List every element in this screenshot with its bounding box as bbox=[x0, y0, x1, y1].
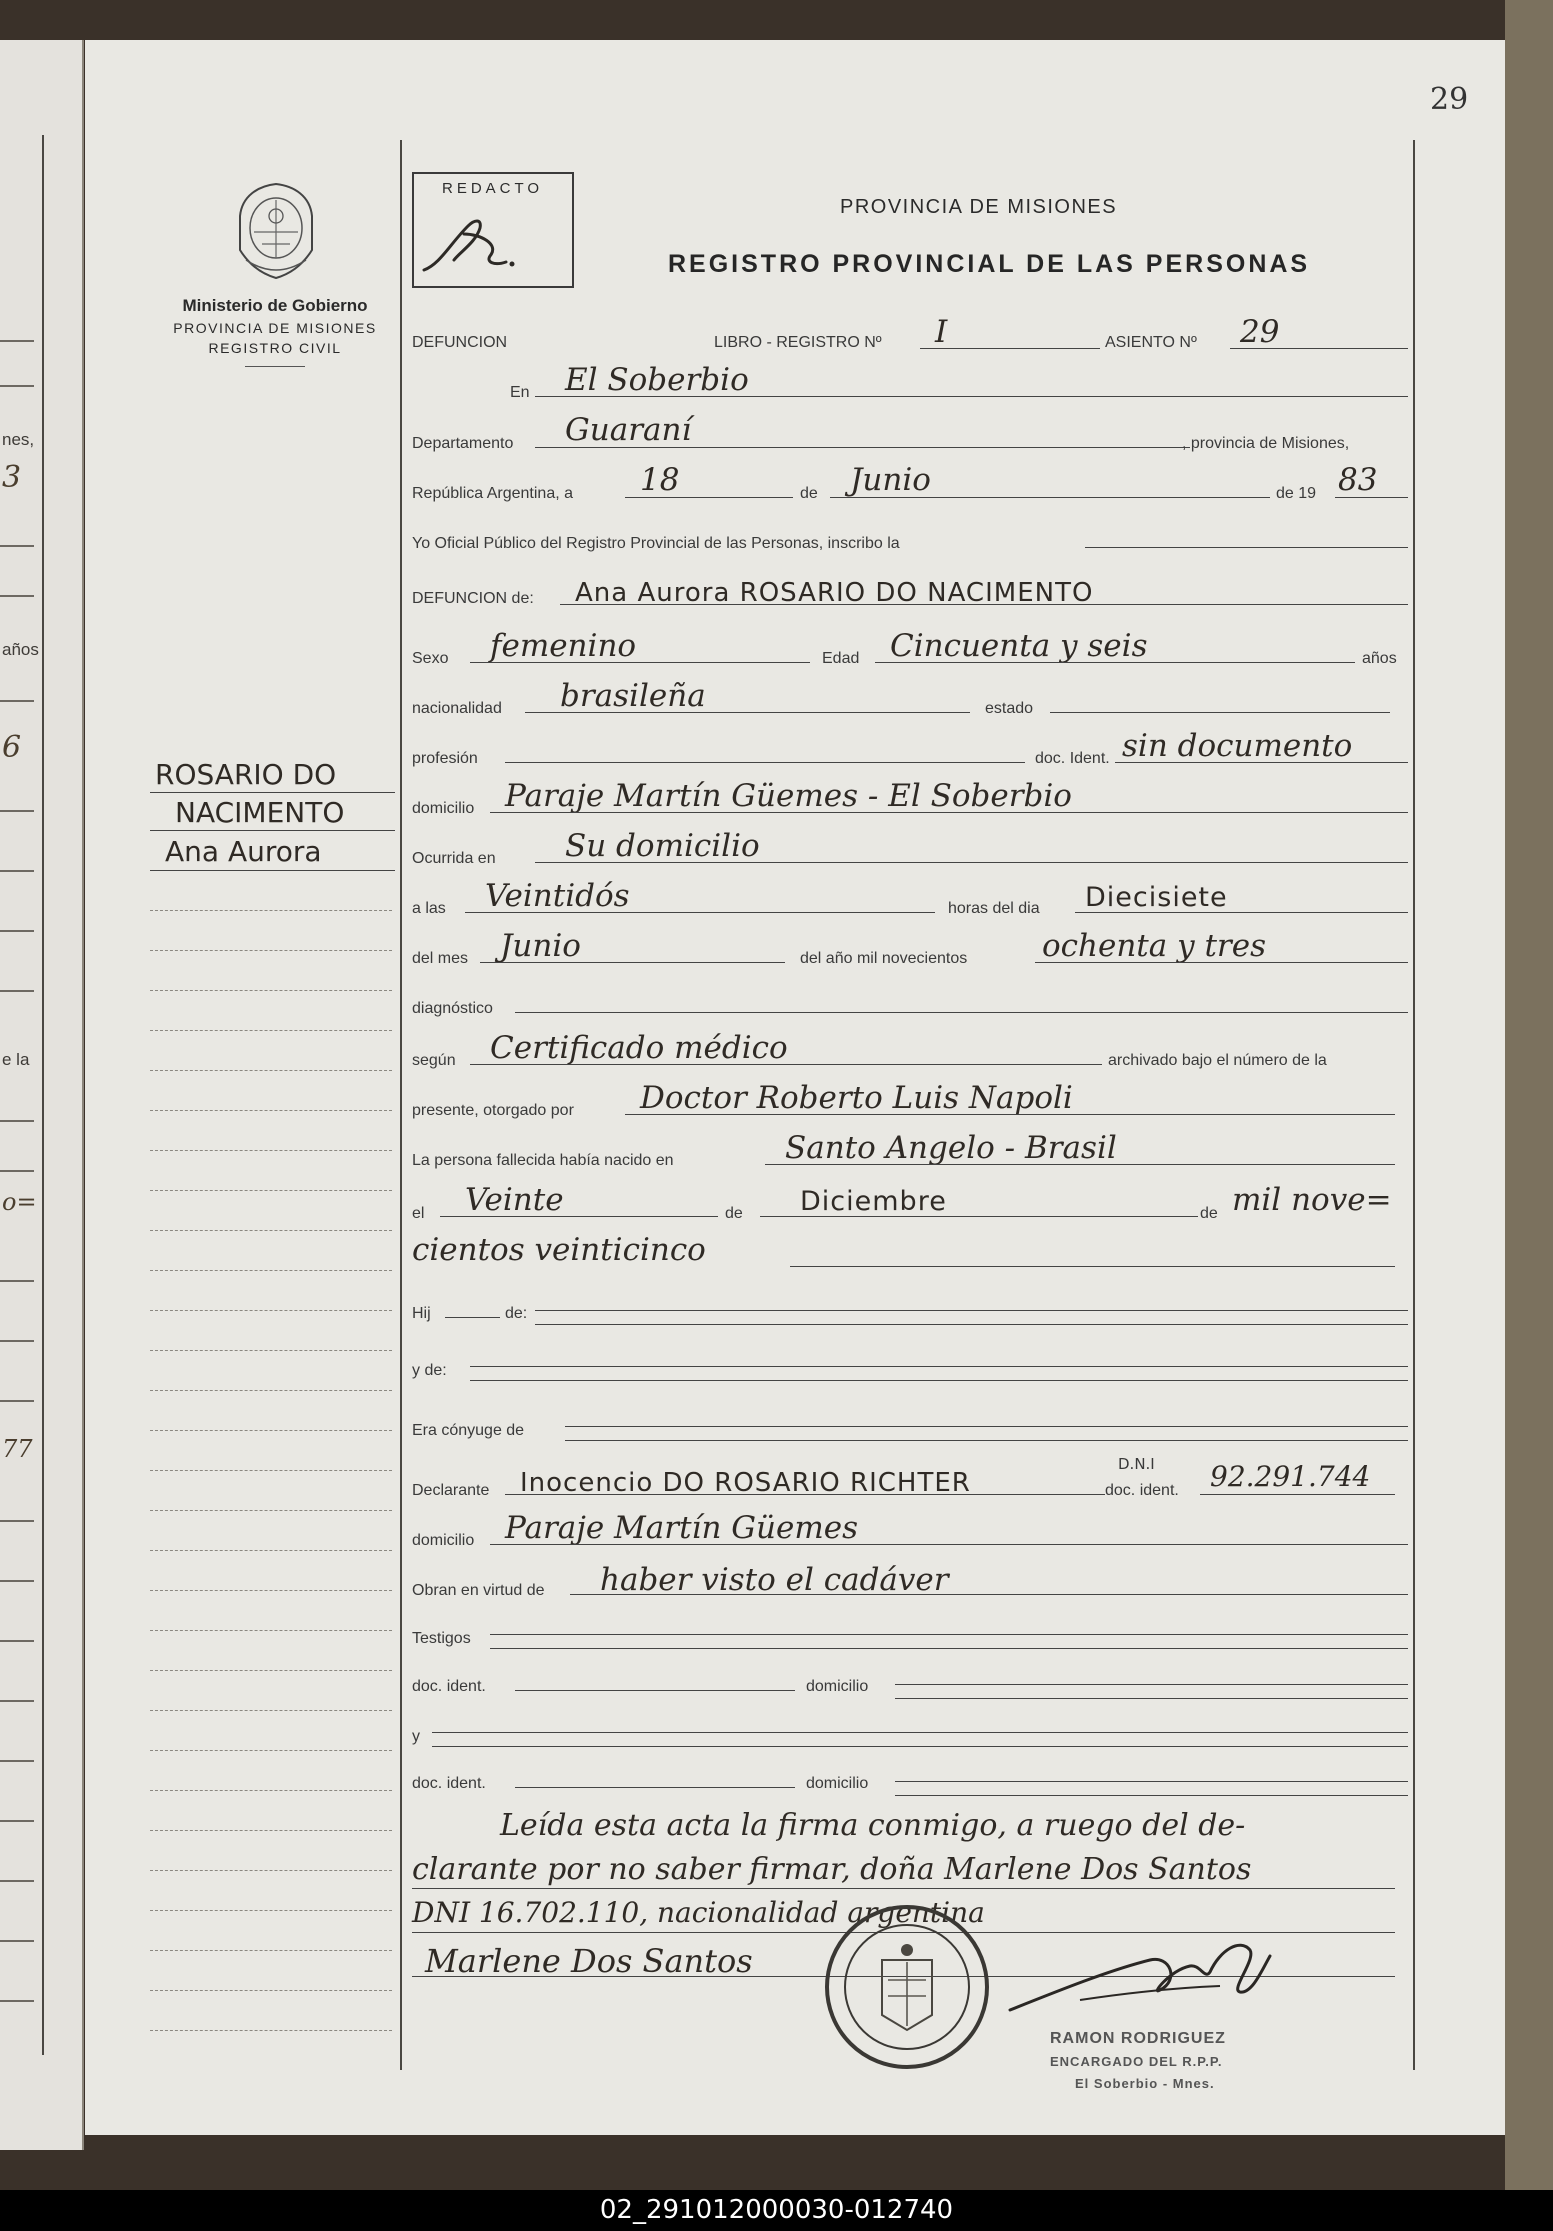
asiento-label: ASIENTO Nº bbox=[1105, 334, 1197, 351]
profesion-label: profesión bbox=[412, 750, 478, 767]
margin-note-line: Ana Aurora bbox=[165, 835, 322, 868]
domicilio-value: Paraje Martín Güemes - El Soberbio bbox=[505, 778, 1072, 814]
republica-label: República Argentina, a bbox=[412, 485, 573, 502]
anos-label: años bbox=[1362, 650, 1397, 667]
year-prefix: de 19 bbox=[1276, 485, 1317, 502]
nacido-value: Santo Angelo - Brasil bbox=[785, 1130, 1117, 1166]
left-fragment: 6 bbox=[2, 730, 22, 765]
birth-year-line1: mil nove= bbox=[1232, 1182, 1392, 1218]
el-label: el bbox=[412, 1205, 425, 1222]
a-las-label: a las bbox=[412, 900, 446, 917]
redacto-label: REDACTO bbox=[442, 180, 544, 197]
closing-line3: DNI 16.702.110, nacionalidad argentina bbox=[412, 1896, 985, 1929]
nacionalidad-value: brasileña bbox=[560, 678, 706, 714]
coat-of-arms-icon bbox=[232, 180, 320, 280]
provincia-suffix: , provincia de Misiones, bbox=[1182, 435, 1350, 452]
margin-note-line: ROSARIO DO bbox=[155, 758, 337, 791]
day-value: 18 bbox=[640, 462, 680, 498]
left-fragment: 3 bbox=[2, 460, 22, 495]
de-label3: de bbox=[1200, 1205, 1218, 1222]
domicilio-label: domicilio bbox=[412, 800, 475, 817]
testigos-label: Testigos bbox=[412, 1630, 471, 1647]
segun-label: según bbox=[412, 1052, 456, 1069]
closing-line1: Leída esta acta la firma conmigo, a ruego del de- bbox=[500, 1808, 1246, 1843]
declarante-domicilio-label: domicilio bbox=[412, 1532, 475, 1549]
stamp-place: El Soberbio - Mnes. bbox=[1075, 2076, 1215, 2091]
province-heading: PROVINCIA DE MISIONES bbox=[840, 196, 1118, 218]
libro-label: LIBRO - REGISTRO Nº bbox=[714, 334, 882, 351]
de-label: de bbox=[800, 485, 818, 502]
nacionalidad-label: nacionalidad bbox=[412, 700, 502, 717]
y-label: y bbox=[412, 1728, 420, 1745]
left-fragment: nes, bbox=[2, 430, 35, 449]
archivado-label: archivado bajo el número de la bbox=[1108, 1052, 1327, 1069]
official-seal-icon bbox=[822, 1900, 992, 2075]
testigo1-domicilio-label: domicilio bbox=[806, 1678, 869, 1695]
obran-value: haber visto el cadáver bbox=[600, 1562, 949, 1598]
hora-value: Veintidós bbox=[485, 878, 630, 914]
ministry-block bbox=[150, 296, 400, 367]
presente-label: presente, otorgado por bbox=[412, 1102, 574, 1119]
left-fragment: años bbox=[2, 640, 39, 659]
left-fragment: o= bbox=[2, 1188, 37, 1216]
margin-note-line: NACIMENTO bbox=[175, 796, 345, 829]
dni-label: D.N.I bbox=[1118, 1455, 1155, 1473]
dia-value: Diecisiete bbox=[1085, 882, 1228, 913]
redacto-box bbox=[412, 172, 574, 288]
redacto-initial-signature bbox=[420, 204, 560, 280]
birth-year-line2: cientos veinticinco bbox=[412, 1232, 706, 1268]
declarante-label: Declarante bbox=[412, 1482, 490, 1499]
stamp-role: ENCARGADO DEL R.P.P. bbox=[1050, 2054, 1223, 2069]
departamento-label: Departamento bbox=[412, 435, 514, 452]
en-label: En bbox=[510, 384, 530, 401]
oficial-text: Yo Oficial Público del Registro Provincial de las Personas, inscribo la bbox=[412, 535, 900, 552]
left-fragment: 77 bbox=[2, 1435, 33, 1463]
sexo-value: femenino bbox=[490, 628, 637, 664]
presente-value: Doctor Roberto Luis Napoli bbox=[640, 1080, 1073, 1116]
witness-signature: Marlene Dos Santos bbox=[425, 1942, 753, 1980]
year-value: 83 bbox=[1338, 462, 1378, 498]
segun-value: Certificado médico bbox=[490, 1030, 788, 1066]
book-cover-edge bbox=[1505, 0, 1553, 2190]
obran-label: Obran en virtud de bbox=[412, 1582, 545, 1599]
ministry-province: PROVINCIA DE MISIONES bbox=[173, 320, 377, 336]
y-de-label: y de: bbox=[412, 1362, 447, 1379]
act-type-label: DEFUNCION bbox=[412, 334, 508, 351]
testigo2-domicilio-label: domicilio bbox=[806, 1775, 869, 1792]
hijo-label: Hij bbox=[412, 1305, 431, 1322]
defuncion-de-label: DEFUNCION de: bbox=[412, 590, 534, 607]
conyuge-label: Era cónyuge de bbox=[412, 1422, 525, 1439]
declarante-domicilio-value: Paraje Martín Güemes bbox=[505, 1510, 859, 1546]
doc-ident-value: sin documento bbox=[1122, 728, 1353, 764]
de-label2: de bbox=[725, 1205, 743, 1222]
declarante-doc-label: doc. ident. bbox=[1105, 1482, 1179, 1499]
mes-value: Junio bbox=[500, 928, 581, 964]
ano-label: del año mil novecientos bbox=[800, 950, 968, 967]
margin-rule bbox=[400, 140, 402, 2070]
declarante-value: Inocencio DO ROSARIO RICHTER bbox=[520, 1468, 971, 1498]
deceased-name: Ana Aurora ROSARIO DO NACIMENTO bbox=[575, 578, 1094, 608]
testigo2-doc-label: doc. ident. bbox=[412, 1775, 486, 1792]
ocurrida-label: Ocurrida en bbox=[412, 850, 496, 867]
edad-label: Edad bbox=[822, 650, 860, 667]
en-value: El Soberbio bbox=[565, 362, 749, 398]
birth-month: Diciembre bbox=[800, 1186, 947, 1217]
departamento-value: Guaraní bbox=[565, 412, 692, 448]
edad-value: Cincuenta y seis bbox=[890, 628, 1148, 664]
ministry-office: REGISTRO CIVIL bbox=[208, 340, 342, 356]
left-page-rule bbox=[42, 135, 44, 2055]
nacido-label: La persona fallecida había nacido en bbox=[412, 1152, 674, 1169]
right-rule bbox=[1413, 140, 1415, 2070]
diagnostico-label: diagnóstico bbox=[412, 1000, 493, 1017]
image-id-footer: 02_291012000030-012740 bbox=[0, 2190, 1553, 2231]
horas-dia-label: horas del dia bbox=[948, 900, 1040, 917]
estado-label: estado bbox=[985, 700, 1034, 717]
libro-value: I bbox=[935, 314, 948, 350]
testigo1-doc-label: doc. ident. bbox=[412, 1678, 486, 1695]
left-fragment: e la bbox=[2, 1050, 30, 1069]
declarante-doc-value: 92.291.744 bbox=[1210, 1460, 1371, 1493]
month-value: Junio bbox=[850, 462, 931, 498]
closing-line2: clarante por no saber firmar, doña Marlene Dos Santos bbox=[412, 1852, 1252, 1887]
ministry-name: Ministerio de Gobierno bbox=[182, 296, 368, 315]
registry-heading: REGISTRO PROVINCIAL DE LAS PERSONAS bbox=[668, 250, 1311, 278]
doc-ident-label: doc. Ident. bbox=[1035, 750, 1110, 767]
asiento-value: 29 bbox=[1240, 314, 1280, 350]
birth-day: Veinte bbox=[465, 1182, 564, 1218]
ano-value: ochenta y tres bbox=[1042, 928, 1266, 964]
page-number: 29 bbox=[1430, 82, 1469, 117]
sexo-label: Sexo bbox=[412, 650, 449, 667]
official-signature bbox=[1000, 1930, 1300, 2040]
stamp-name: RAMON RODRIGUEZ bbox=[1050, 2030, 1226, 2047]
ocurrida-value: Su domicilio bbox=[565, 828, 760, 864]
hijo-de-label: de: bbox=[505, 1305, 528, 1322]
del-mes-label: del mes bbox=[412, 950, 469, 967]
